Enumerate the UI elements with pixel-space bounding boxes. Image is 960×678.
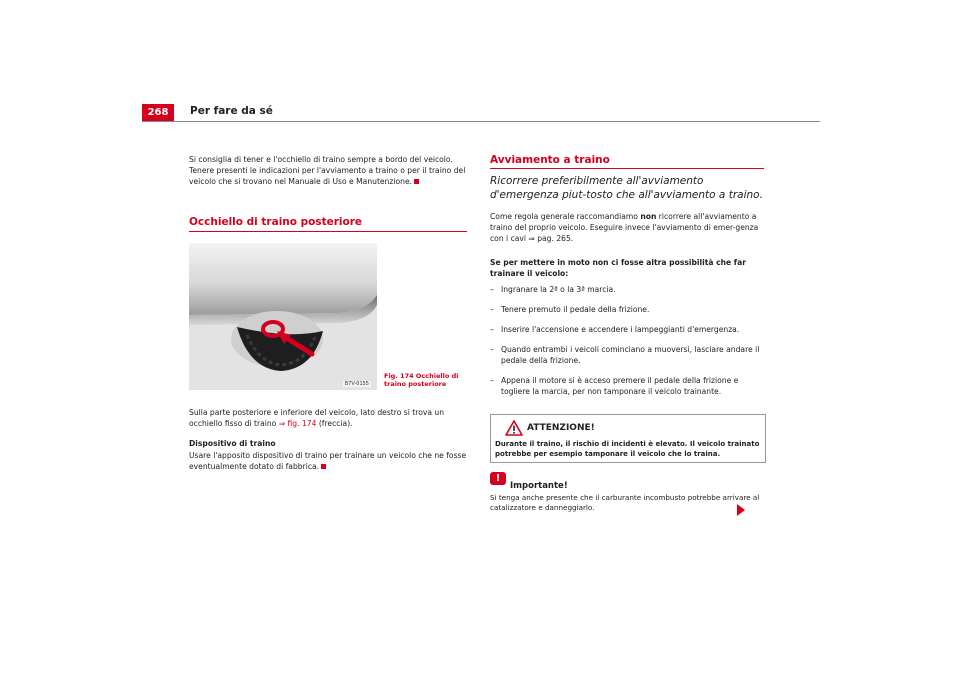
important-text: Si tenga anche presente che il carburante incombusto potrebbe arrivare al catalizzatore e danneggiarlo. — [490, 493, 760, 512]
towing-device-paragraph — [189, 450, 469, 472]
figure-caption — [384, 372, 458, 388]
para-text: Come regola generale raccomandiamo — [490, 212, 641, 221]
chapter-title: Per fare da sé — [190, 105, 273, 117]
list-dash: – — [490, 305, 494, 314]
list-item-text: Tenere premuto il pedale della frizione. — [501, 305, 650, 314]
warning-triangle-icon — [505, 420, 523, 436]
warning-text: Durante il traino, il rischio di incidenti è elevato. Il veicolo trainato potrebbe per esempio tamponare il veicolo che lo traina. — [495, 440, 760, 458]
list-item-text: Ingranare la 2ª o la 3ª marcia. — [501, 285, 616, 294]
list-item-text: Quando entrambi i veicoli cominciano a muoversi, lasciare andare il pedale della frizione. — [501, 345, 760, 365]
list-item — [490, 375, 765, 397]
page-number: 268 — [142, 104, 174, 122]
figure-rear-tow-eye — [189, 243, 377, 390]
warning-box — [490, 414, 766, 463]
para-text: Usare l'apposito dispositivo di traino per trainare un veicolo che ne fosse eventualmente dotato di fabbrica. — [189, 451, 467, 471]
list-item — [490, 304, 765, 315]
para-emphasis: non — [640, 212, 657, 221]
intro-text: Si consiglia di tener e l'occhiello di traino sempre a bordo del veicolo. Tenere presenti le indicazioni per l'avviamento a traino o per il traino del veicolo che si trovano nel Manuale di Uso e Manutenzione. — [189, 155, 466, 186]
figure-reference-link[interactable]: ⇒ fig. 174 — [278, 419, 317, 428]
para-text-end: ricorrere all'avviamento a traino del proprio veicolo. Eseguire invece l'avviamento di emer-genza con i cavi ⇒ pag. 265. — [490, 212, 759, 243]
section-rule — [189, 231, 467, 232]
list-dash: – — [490, 376, 494, 385]
list-item — [490, 284, 765, 295]
header-rule — [142, 121, 820, 122]
next-page-arrow-icon[interactable] — [736, 504, 746, 516]
condition-heading: Se per mettere in moto non ci fosse altra possibilità che far trainare il veicolo: — [490, 258, 746, 278]
list-dash: – — [490, 345, 494, 354]
figure-code: B7V-0155 — [344, 381, 369, 387]
tow-eye-illustration — [189, 243, 377, 390]
figure-caption-line-2: traino posteriore — [384, 380, 447, 388]
list-dash: – — [490, 285, 494, 294]
para-text: Sulla parte posteriore e inferiore del veicolo, lato destro si trova un occhiello fisso di traino — [189, 408, 445, 428]
important-icon: ! — [490, 472, 506, 485]
important-title: Importante! — [510, 481, 568, 491]
para-text-end: (freccia). — [316, 419, 353, 428]
figure-caption-line-1: Fig. 174 Occhiello di — [384, 372, 459, 380]
list-item — [490, 324, 765, 335]
end-of-section-mark — [321, 464, 326, 469]
steps-list — [490, 284, 765, 397]
list-dash: – — [490, 325, 494, 334]
list-item — [490, 344, 765, 366]
section-title-tow-start: Avviamento a traino — [490, 154, 610, 166]
subheading-towing-device: Dispositivo di traino — [189, 439, 276, 448]
lead-sentence: Ricorrere preferibilmente all'avviamento d'emergenza piut-tosto che all'avviamento a traino. — [490, 175, 763, 201]
end-of-section-mark — [414, 179, 419, 184]
section-rule — [490, 168, 764, 169]
intro-paragraph — [189, 154, 469, 187]
list-item-text: Inserire l'accensione e accendere i lampeggianti d'emergenza. — [501, 325, 740, 334]
section-title-rear-tow-eye: Occhiello di traino posteriore — [189, 216, 363, 228]
warning-title: ATTENZIONE! — [527, 423, 595, 433]
list-item-text: Appena il motore si è acceso premere il pedale della frizione e togliere la marcia, per non tamponare il veicolo trainante. — [501, 376, 739, 396]
general-rule-paragraph — [490, 211, 765, 244]
rear-tow-eye-paragraph — [189, 407, 471, 429]
